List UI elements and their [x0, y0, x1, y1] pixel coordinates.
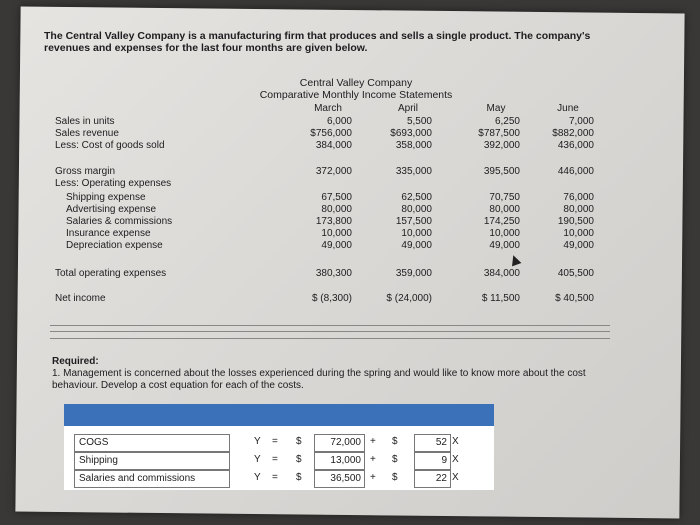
gross-margin-april: 335,000 [395, 166, 432, 177]
answer-row-salaries [74, 470, 484, 488]
total-opex-march: 380,300 [315, 268, 352, 279]
cell: $756,000 [310, 128, 352, 139]
cell: 49,000 [489, 240, 520, 251]
cell: 10,000 [489, 228, 520, 239]
answer-plus: + [370, 436, 376, 447]
required-item-1: 1. Management is concerned about the losses experienced during the spring and would like to know more about the cost behaviour. Develop a cost equation for each of the costs. [52, 368, 586, 391]
divider-line [50, 325, 610, 326]
answer-x: X [452, 436, 459, 447]
cell: 76,000 [563, 192, 594, 203]
answer-plus: + [370, 454, 376, 465]
answer-variable-input[interactable]: 52 [414, 434, 451, 452]
answer-x: X [452, 472, 459, 483]
answer-fixed-input[interactable]: 72,000 [314, 434, 365, 452]
answer-cur2: $ [392, 472, 398, 483]
rows-a-june [532, 116, 594, 152]
rows-a-labels [55, 116, 165, 152]
cell: 80,000 [401, 204, 432, 215]
answer-label: Shipping [74, 452, 230, 470]
cell: 190,500 [557, 216, 594, 227]
divider-line [50, 331, 610, 332]
statement-title: Comparative Monthly Income Statements [259, 89, 453, 101]
net-income-june: $ 40,500 [555, 293, 594, 304]
cell: 173,800 [315, 216, 352, 227]
total-opex-may: 384,000 [483, 268, 520, 279]
answer-row-shipping [74, 452, 484, 470]
net-income-april: $ (24,000) [386, 293, 432, 304]
cell: 80,000 [563, 204, 594, 215]
required-heading: Required: [52, 356, 99, 367]
answer-y: Y [254, 436, 261, 447]
statement-title-block [236, 77, 476, 101]
total-opex-april: 359,000 [395, 268, 432, 279]
cell: $693,000 [390, 128, 432, 139]
answer-label: COGS [74, 434, 230, 452]
answer-cur1: $ [296, 436, 302, 447]
gross-margin-label-block [55, 166, 171, 190]
answer-eq: = [272, 454, 278, 465]
label-total-opex: Total operating expenses [55, 268, 167, 279]
answer-y: Y [254, 454, 261, 465]
net-income-may: $ 11,500 [481, 293, 520, 304]
answer-table [64, 404, 494, 490]
rows-a-april [370, 116, 432, 152]
answer-row-cogs [74, 434, 484, 452]
month-header-march: March [314, 103, 342, 114]
cell: 10,000 [321, 228, 352, 239]
intro-paragraph: The Central Valley Company is a manufacturing firm that produces and sells a single product. The company's revenues and expenses for the last four months are given below. [44, 30, 591, 54]
cell: 49,000 [321, 240, 352, 251]
opex-april [370, 192, 432, 252]
cell: 67,500 [321, 192, 352, 203]
opex-june [532, 192, 594, 252]
total-opex-june: 405,500 [557, 268, 594, 279]
label-opex: Less: Operating expenses [55, 178, 172, 189]
label-sales-units: Sales in units [55, 116, 115, 127]
rows-a-march [290, 116, 352, 152]
answer-eq: = [272, 472, 278, 483]
cell: 358,000 [395, 140, 432, 151]
gross-margin-june: 446,000 [557, 166, 594, 177]
cell: 80,000 [489, 204, 520, 215]
month-header-june: June [557, 103, 579, 114]
cell: $787,500 [478, 128, 520, 139]
cell: 384,000 [315, 140, 352, 151]
cell: 49,000 [401, 240, 432, 251]
cell: 6,000 [326, 116, 352, 127]
cell: 70,750 [489, 192, 520, 203]
answer-x: X [452, 454, 459, 465]
label-advertising: Advertising expense [66, 204, 157, 215]
answer-cur1: $ [296, 472, 302, 483]
cell: 157,500 [395, 216, 432, 227]
answer-cur1: $ [296, 454, 302, 465]
answer-label: Salaries and commissions [74, 470, 230, 488]
answer-table-header [64, 404, 494, 426]
company-name: Central Valley Company [299, 77, 413, 89]
cell: 436,000 [557, 140, 594, 151]
rows-a-may [458, 116, 520, 152]
label-cogs: Less: Cost of goods sold [55, 140, 165, 151]
answer-eq: = [272, 436, 278, 447]
cell: 10,000 [563, 228, 594, 239]
net-income-march: $ (8,300) [311, 293, 352, 304]
cell: 7,000 [568, 116, 594, 127]
label-sales-revenue: Sales revenue [55, 128, 119, 139]
label-gross-margin: Gross margin [55, 166, 116, 177]
gross-margin-may: 395,500 [483, 166, 520, 177]
opex-march [290, 192, 352, 252]
divider-line [50, 338, 610, 339]
cell: 49,000 [563, 240, 594, 251]
answer-variable-input[interactable]: 22 [414, 470, 451, 488]
opex-labels [66, 192, 172, 252]
cell: 80,000 [321, 204, 352, 215]
label-net-income: Net income [55, 293, 106, 304]
answer-variable-input[interactable]: 9 [414, 452, 451, 470]
month-header-may: May [486, 103, 506, 114]
cell: 5,500 [406, 116, 432, 127]
cell: 392,000 [483, 140, 520, 151]
answer-fixed-input[interactable]: 36,500 [314, 470, 365, 488]
answer-y: Y [254, 472, 261, 483]
label-shipping: Shipping expense [66, 192, 146, 203]
cell: 10,000 [401, 228, 432, 239]
answer-plus: + [370, 472, 376, 483]
gross-margin-march: 372,000 [315, 166, 352, 177]
month-header-april: April [397, 103, 418, 114]
opex-may [458, 192, 520, 252]
label-salaries: Salaries & commissions [66, 216, 173, 227]
cell: 174,250 [483, 216, 520, 227]
label-depreciation: Depreciation expense [66, 240, 163, 251]
label-insurance: Insurance expense [66, 228, 151, 239]
required-section [52, 356, 592, 392]
cell: 6,250 [494, 116, 520, 127]
answer-fixed-input[interactable]: 13,000 [314, 452, 365, 470]
cell: 62,500 [401, 192, 432, 203]
cell: $882,000 [552, 128, 594, 139]
answer-cur2: $ [392, 436, 398, 447]
answer-cur2: $ [392, 454, 398, 465]
